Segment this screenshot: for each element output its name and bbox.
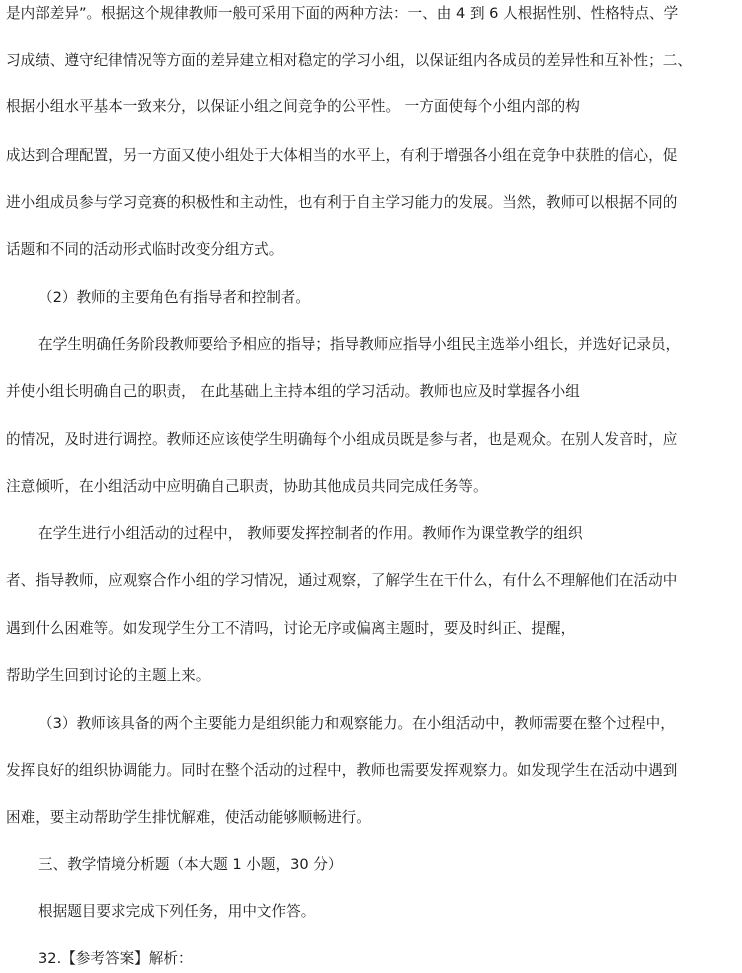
text-line: 习成绩、遵守纪律情况等方面的差异建立相对稳定的学习小组，以保证组内各成员的差异性和互补性；二、 <box>6 52 692 69</box>
text-line: 根据小组水平基本一致来分，以保证小组之间竞争的公平性。 一方面使每个小组内部的构 <box>6 98 580 115</box>
section-heading: （3）教师该具备的两个主要能力是组织能力和观察能力。在小组活动中，教师需要在整个过程中， <box>38 715 675 732</box>
text-line: 话题和不同的活动形式临时改变分组方式。 <box>6 241 284 258</box>
text-line: 并使小组长明确自己的职责， 在此基础上主持本组的学习活动。教师也应及时掌握各小组 <box>6 383 580 400</box>
text-line: 在学生进行小组活动的过程中， 教师要发挥控制者的作用。教师作为课堂教学的组织 <box>38 525 583 542</box>
text-line: 在学生明确任务阶段教师要给予相应的指导；指导教师应指导小组民主选举小组长，并选好记录员， <box>38 336 681 353</box>
text-line: 遇到什么困难等。如发现学生分工不清吗，讨论无序或偏离主题时，要及时纠正、提醒， <box>6 620 576 637</box>
text-line: 是内部差异”。根据这个规律教师一般可采用下面的两种方法：一、由 4 到 6 人根据性别、性格特点、学 <box>6 5 679 22</box>
instruction-line: 根据题目要求完成下列任务，用中文作答。 <box>38 903 316 920</box>
question-section-title: 三、教学情境分析题（本大题 1 小题，30 分） <box>38 856 343 873</box>
text-line: 困难，要主动帮助学生排忧解难，使活动能够顺畅进行。 <box>6 809 371 826</box>
text-line: 成达到合理配置，另一方面又使小组处于大体相当的水平上，有利于增强各小组在竞争中获胜的信心，促 <box>6 147 678 164</box>
text-line: 的情况，及时进行调控。教师还应该使学生明确每个小组成员既是参与者，也是观众。在别人发音时，应 <box>6 431 678 448</box>
section-heading: （2）教师的主要角色有指导者和控制者。 <box>38 289 310 306</box>
text-line: 发挥良好的组织协调能力。同时在整个活动的过程中，教师也需要发挥观察力。如发现学生在活动中遇到 <box>6 762 678 779</box>
text-line: 注意倾听，在小组活动中应明确自己职责，协助其他成员共同完成任务等。 <box>6 478 488 495</box>
answer-label: 32.【参考答案】解析： <box>38 950 193 967</box>
text-line: 进小组成员参与学习竞赛的积极性和主动性，也有利于自主学习能力的发展。当然，教师可以根据不同的 <box>6 194 678 211</box>
text-line: 帮助学生回到讨论的主题上来。 <box>6 667 211 684</box>
text-line: 者、指导教师，应观察合作小组的学习情况，通过观察，了解学生在干什么，有什么不理解他们在活动中 <box>6 572 678 589</box>
